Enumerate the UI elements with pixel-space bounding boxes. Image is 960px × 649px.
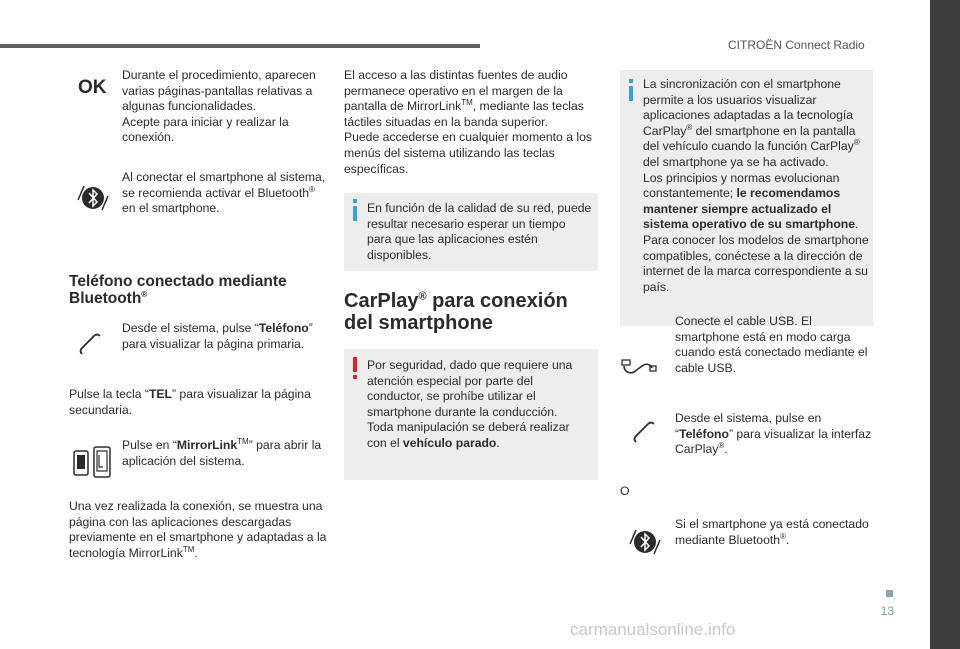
reg-mark: ®	[308, 184, 315, 194]
carplay-bluetooth-description	[675, 517, 875, 548]
mirrorlink-access-text	[344, 68, 594, 177]
tel-description	[69, 387, 329, 418]
final-text: Una vez realizada la conexión, se muestra una página con las aplicaciones descargadas previamente en el smartphone y adaptadas a la tecnología MirrorLink	[69, 499, 327, 560]
carplay-phone-description	[675, 411, 875, 458]
carplay-phone-bold: Teléfono	[679, 426, 729, 441]
reg-mark: ®	[141, 289, 148, 299]
phone-icon	[630, 418, 658, 446]
usb-cable-icon	[620, 352, 660, 382]
warning-text-end: .	[496, 435, 500, 450]
intro-text: El acceso a las distintas fuentes de audio permanece operativo en el margen de la pantalla de MirrorLink	[344, 68, 568, 114]
phone-text: Desde el sistema, pulse “	[122, 321, 259, 335]
carplay-phone-text: Desde el sistema, pulse en “	[675, 411, 822, 441]
mirror-text: Pulse en “	[122, 438, 177, 452]
warning-icon	[350, 357, 360, 379]
phone-text-bold: Teléfono	[258, 321, 309, 335]
right-edge-bar	[930, 0, 960, 649]
bluetooth-description	[122, 170, 327, 217]
info-icon	[626, 79, 636, 101]
carplay-bt-end: .	[785, 532, 790, 547]
info-box-network	[344, 193, 598, 271]
tel-text: Pulse la tecla “	[69, 387, 149, 401]
carplay-phone-text-2: ” para visualizar la interfaz CarPlay	[675, 426, 872, 457]
info-icon	[350, 199, 360, 221]
warning-text: Por seguridad, dado que requiere una atención especial por parte del conductor, se prohíbe utilizar el smartphone durante la conducción.	[367, 358, 573, 419]
info-principles-end: .	[855, 217, 859, 232]
mirror-text-end: ” para abrir la aplicación del sistema.	[122, 438, 322, 468]
section-heading-bluetooth	[69, 273, 319, 307]
continuation-marker	[886, 590, 893, 597]
watermark: carmanualsonline.info	[570, 620, 736, 639]
reg-mark: ®	[780, 531, 786, 541]
info-sync-text: La sincronización con el smartphone permite a los usuarios visualizar aplicaciones adaptadas a la tecnología CarPlay	[643, 77, 854, 138]
mirror-text-bold: MirrorLink	[176, 438, 238, 452]
phone-text-end: ” para visualizar la página primaria.	[122, 321, 313, 351]
intro-text-end: , mediante las teclas táctiles situadas en la banda superior.	[344, 99, 584, 129]
heading-text: Teléfono conectado mediante Bluetooth	[69, 273, 287, 307]
connection-result-text	[69, 499, 329, 561]
tel-text-end: ” para visualizar la página secundaria.	[69, 387, 311, 417]
section-heading-carplay	[344, 290, 600, 334]
info-sync-text-end: del smartphone ya se ha activado.	[643, 154, 829, 169]
bluetooth-icon	[74, 176, 112, 220]
reg-mark: ®	[686, 122, 693, 132]
phone-icon	[76, 330, 104, 358]
header-rule	[0, 44, 480, 48]
info-carplay-text-block	[643, 77, 869, 295]
info-network-text: En función de la calidad de su red, puede resultar necesario esperar un tiempo para que las aplicaciones estén disponibles.	[367, 201, 592, 262]
tm-mark: TM	[461, 98, 473, 108]
warning-text-block	[367, 358, 592, 452]
bt-text-end: en el smartphone.	[122, 201, 220, 216]
info-principles-bold: le recomendamos mantener siempre actualizado el sistema operativo de su smartphone	[643, 186, 855, 232]
reg-mark: ®	[718, 441, 725, 451]
ok-text: Durante el procedimiento, aparecen varias páginas-pantallas relativas a algunas funcionalidades.	[122, 68, 316, 114]
info-box-carplay	[620, 70, 873, 326]
carplay-heading-end: para conexión del smartphone	[344, 290, 568, 334]
warning-text-bold: vehículo parado	[402, 435, 497, 450]
ok-text-accept: Acepte para iniciar y realizar la conexión.	[122, 114, 289, 145]
mirrorlink-description	[122, 438, 327, 469]
reg-mark: ®	[418, 290, 427, 303]
bluetooth-icon	[626, 520, 664, 564]
carplay-heading-text: CarPlay	[344, 290, 419, 312]
bt-text: Al conectar el smartphone al sistema, se recomienda activar el Bluetooth	[122, 170, 326, 200]
tm-mark: TM	[237, 436, 249, 446]
page-header-title: CITROËN Connect Radio	[728, 38, 865, 52]
warning-text-2: Toda manipulación se deberá realizar con el	[367, 420, 570, 450]
tel-text-bold: TEL	[148, 387, 172, 401]
info-sync-text-2: del smartphone en la pantalla del vehículo cuando la función CarPlay	[643, 123, 856, 154]
mirrorlink-icon	[72, 445, 112, 481]
phone-description	[122, 321, 332, 352]
carplay-bt-text: Si el smartphone ya está conectado mediante Bluetooth	[675, 517, 869, 547]
ok-description	[122, 68, 327, 146]
info-principles-text: Los principios y normas evolucionan constantemente;	[643, 170, 840, 201]
intro-text-menus: Puede accederse en cualquier momento a los menús del sistema utilizando las teclas específicas.	[344, 130, 592, 176]
tm-mark: TM	[182, 544, 195, 554]
or-separator: O	[620, 484, 630, 498]
warning-box-safety	[344, 349, 598, 480]
reg-mark: ®	[853, 138, 860, 148]
final-text-end: .	[194, 545, 198, 560]
page-number: 13	[880, 604, 894, 618]
carplay-phone-end: .	[724, 442, 728, 457]
ok-icon: OK	[78, 77, 107, 98]
info-models-text: Para conocer los modelos de smartphone compatibles, conéctese a la dirección de internet de la marca correspondiente a su país.	[643, 232, 869, 294]
usb-description: Conecte el cable USB. El smartphone está en modo carga cuando está conectado mediante el cable USB.	[675, 314, 868, 375]
